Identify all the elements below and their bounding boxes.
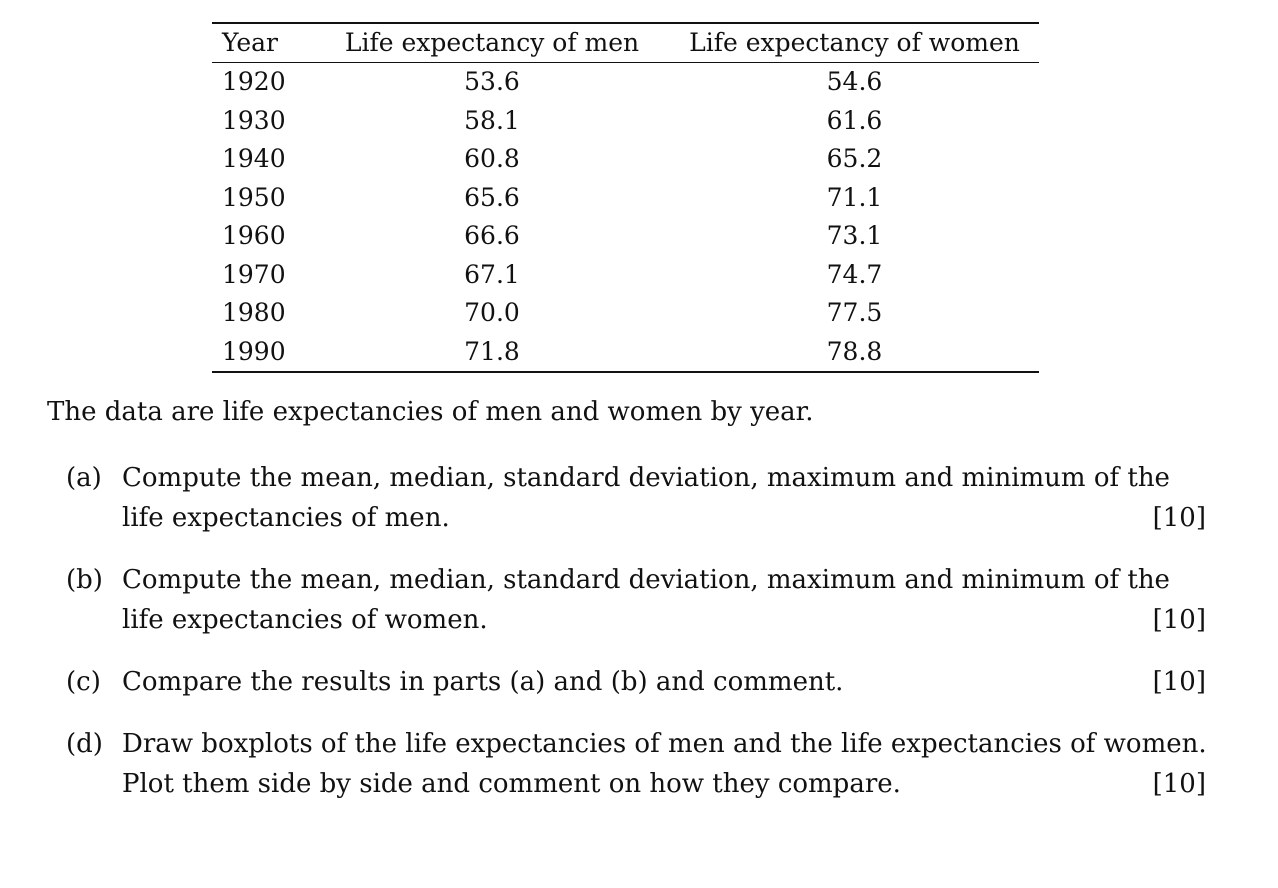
table-row	[212, 140, 1039, 179]
question-a	[66, 458, 1206, 538]
question-label: (d)	[66, 729, 103, 759]
table-row	[212, 63, 1039, 102]
cell-women: 73.1	[826, 221, 883, 250]
cell-women: 78.8	[826, 336, 883, 366]
cell-men: 53.6	[464, 67, 520, 96]
cell-men: 66.6	[464, 221, 520, 250]
table-header	[212, 23, 1039, 63]
cell-men: 65.6	[464, 182, 520, 212]
question-b	[66, 560, 1206, 640]
question-marks: [10]	[1152, 769, 1206, 799]
table-row	[212, 256, 1039, 295]
question-marks: [10]	[1152, 605, 1206, 635]
header-year: Year	[222, 28, 278, 57]
cell-year: 1960	[222, 221, 286, 250]
question-text-line2-row	[122, 662, 1206, 702]
question-text-line1: Compute the mean, median, standard deviation, maximum and minimum of the	[122, 463, 1170, 493]
question-text-line2: life expectancies of women.	[122, 605, 488, 635]
question-d	[66, 724, 1206, 804]
cell-men: 60.8	[464, 144, 520, 173]
table-row	[212, 333, 1039, 373]
question-c	[66, 662, 1206, 702]
question-text-line2-row	[122, 498, 1206, 538]
cell-men: 70.0	[464, 298, 520, 327]
cell-year: 1940	[222, 144, 286, 173]
table-row	[212, 217, 1039, 256]
question-label: (a)	[66, 463, 102, 493]
question-text-line2: Plot them side by side and comment on how they compare.	[122, 769, 901, 799]
question-text-line1: Compute the mean, median, standard deviation, maximum and minimum of the	[122, 565, 1170, 595]
cell-year: 1980	[222, 298, 286, 327]
header-men: Life expectancy of men	[344, 28, 640, 57]
cell-women: 65.2	[826, 144, 883, 173]
cell-year: 1930	[222, 105, 286, 135]
question-text-line1: Draw boxplots of the life expectancies of men and the life expectancies of women.	[122, 729, 1207, 759]
question-label: (c)	[66, 667, 101, 697]
table-header-row	[212, 23, 1039, 63]
cell-year: 1920	[222, 67, 286, 96]
cell-women: 77.5	[826, 298, 883, 327]
header-women: Life expectancy of women	[689, 28, 1020, 57]
table-row	[212, 102, 1039, 141]
cell-women: 54.6	[826, 67, 883, 96]
table-body	[212, 63, 1039, 373]
question-text-line2-row	[122, 600, 1206, 640]
intro-text: The data are life expectancies of men and women by year.	[47, 397, 814, 427]
cell-year: 1970	[222, 259, 286, 289]
question-text-line2-row	[122, 764, 1206, 804]
life-expectancy-table	[212, 22, 1039, 373]
cell-men: 67.1	[464, 259, 520, 289]
cell-women: 61.6	[826, 105, 883, 135]
question-marks: [10]	[1152, 503, 1206, 533]
question-text-line2: Compare the results in parts (a) and (b) and comment.	[122, 667, 844, 697]
table-row	[212, 294, 1039, 333]
cell-year: 1950	[222, 182, 286, 212]
question-label: (b)	[66, 565, 103, 595]
question-marks: [10]	[1152, 667, 1206, 697]
question-text-line2: life expectancies of men.	[122, 503, 450, 533]
life-expectancy-table-container	[212, 22, 1039, 373]
cell-men: 58.1	[464, 105, 520, 135]
table-row	[212, 179, 1039, 218]
cell-women: 74.7	[826, 259, 883, 289]
cell-year: 1990	[222, 336, 286, 366]
cell-women: 71.1	[826, 182, 883, 212]
question-list	[66, 458, 1206, 826]
cell-men: 71.8	[464, 336, 520, 366]
